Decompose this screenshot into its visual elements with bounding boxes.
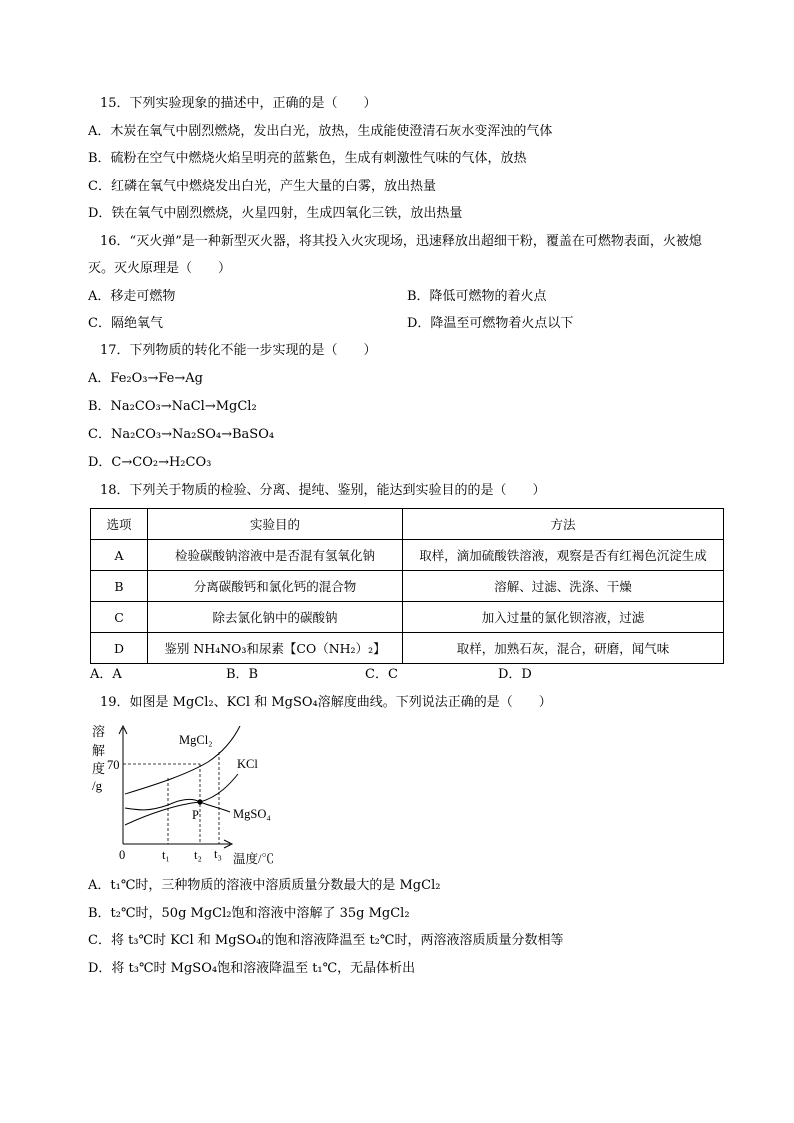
q15-option-c: C．红磷在氧气中燃烧发出白光，产生大量的白雾，放出热量 — [88, 179, 436, 194]
q16-option-d: D．降温至可燃物着火点以下 — [407, 316, 574, 331]
q19-option-c: C．将 t₃℃时 KCl 和 MgSO₄的饱和溶液降温至 t₂℃时，两溶液溶质质量分数相等 — [88, 933, 564, 948]
x-tick-t3: t₃ — [214, 847, 222, 861]
intersection-point-p — [197, 799, 202, 804]
table-cell-option: B — [91, 571, 148, 602]
x-tick-t2: t₂ — [194, 848, 202, 862]
table-row — [91, 633, 724, 664]
y-axis-label-3: 度 — [92, 761, 106, 776]
table-header-option: 选项 — [91, 509, 148, 540]
q18-option-c: C．C — [365, 667, 398, 682]
series-mgso4-label: MgSO₄ — [233, 807, 271, 821]
series-mgcl2-label: MgCl₂ — [179, 733, 213, 747]
q19-stem: 19．如图是 MgCl₂、KCl 和 MgSO₄溶解度曲线。下列说法正确的是（ ） — [100, 695, 552, 710]
q17-option-d: D．C→CO₂→H₂CO₃ — [88, 455, 212, 470]
table-header-row — [91, 509, 724, 540]
q17-option-b: B．Na₂CO₃→NaCl→MgCl₂ — [88, 399, 257, 414]
table-cell-method: 取样，加熟石灰，混合，研磨，闻气味 — [403, 633, 724, 664]
q15-stem: 15．下列实验现象的描述中，正确的是（ ） — [100, 96, 377, 111]
table-cell-option: D — [91, 633, 148, 664]
table-cell-purpose: 分离碳酸钙和氯化钙的混合物 — [148, 571, 403, 602]
point-p-label: P — [192, 808, 199, 822]
table-cell-option: A — [91, 540, 148, 571]
y-axis-label-1: 溶 — [92, 724, 106, 739]
q16-option-b: B．降低可燃物的着火点 — [407, 289, 547, 304]
q16-stem-line2: 灭。灭火原理是（ ） — [88, 261, 232, 276]
q19-option-b: B．t₂℃时，50g MgCl₂饱和溶液中溶解了 35g MgCl₂ — [88, 906, 410, 921]
q15-option-b: B．硫粉在空气中燃烧火焰呈明亮的蓝紫色，生成有刺激性气味的气体，放热 — [88, 151, 527, 166]
q18-option-b: B．B — [226, 667, 259, 682]
q17-option-a: A．Fe₂O₃→Fe→Ag — [88, 371, 203, 386]
table-cell-option: C — [91, 602, 148, 633]
y-axis-label-2: 解 — [92, 743, 106, 758]
table-cell-purpose: 检验碳酸钠溶液中是否混有氢氧化钠 — [148, 540, 403, 571]
table-cell-purpose: 鉴别 NH₄NO₃和尿素【CO（NH₂）₂】 — [148, 633, 403, 664]
q16-option-a: A．移走可燃物 — [88, 289, 176, 304]
table-cell-purpose: 除去氯化钠中的碳酸钠 — [148, 602, 403, 633]
x-axis-label: 温度/℃ — [233, 852, 274, 866]
q17-stem: 17．下列物质的转化不能一步实现的是（ ） — [100, 343, 377, 358]
table-header-purpose: 实验目的 — [148, 509, 403, 540]
q18-experiment-table — [90, 508, 724, 664]
table-cell-method: 加入过量的氯化钡溶液，过滤 — [403, 602, 724, 633]
q18-stem: 18．下列关于物质的检验、分离、提纯、鉴别，能达到实验目的的是（ ） — [100, 483, 546, 498]
table-cell-method: 溶解、过滤、洗涤、干燥 — [403, 571, 724, 602]
series-kcl-label: KCl — [237, 757, 258, 771]
y-axis-label-4: /g — [92, 778, 103, 793]
q17-option-c: C．Na₂CO₃→Na₂SO₄→BaSO₄ — [88, 427, 275, 442]
table-row — [91, 571, 724, 602]
q15-option-d: D．铁在氧气中剧烈燃烧，火星四射，生成四氧化三铁，放出热量 — [88, 206, 463, 221]
table-header-method: 方法 — [403, 509, 724, 540]
q18-option-a: A．A — [90, 667, 122, 682]
origin-label: 0 — [119, 848, 126, 862]
q18-option-d: D．D — [498, 667, 532, 682]
x-tick-t1: t₁ — [162, 848, 170, 862]
series-kcl-line — [125, 774, 238, 825]
table-cell-method: 取样，滴加硫酸铁溶液，观察是否有红褐色沉淀生成 — [403, 540, 724, 571]
q19-option-d: D．将 t₃℃时 MgSO₄饱和溶液降温至 t₁℃，无晶体析出 — [88, 961, 416, 976]
y-tick-70: 70 — [107, 758, 120, 772]
q19-option-a: A．t₁℃时，三种物质的溶液中溶质质量分数最大的是 MgCl₂ — [88, 878, 441, 893]
table-row — [91, 540, 724, 571]
q15-option-a: A．木炭在氧气中剧烈燃烧，发出白光，放热，生成能使澄清石灰水变浑浊的气体 — [88, 124, 553, 139]
q16-stem-line1: 16．“灭火弹”是一种新型灭火器，将其投入火灾现场，迅速释放出超细干粉，覆盖在可燃物表面，火被熄 — [100, 234, 702, 249]
q16-option-c: C．隔绝氧气 — [88, 316, 163, 331]
solubility-chart — [88, 722, 298, 867]
table-row — [91, 602, 724, 633]
